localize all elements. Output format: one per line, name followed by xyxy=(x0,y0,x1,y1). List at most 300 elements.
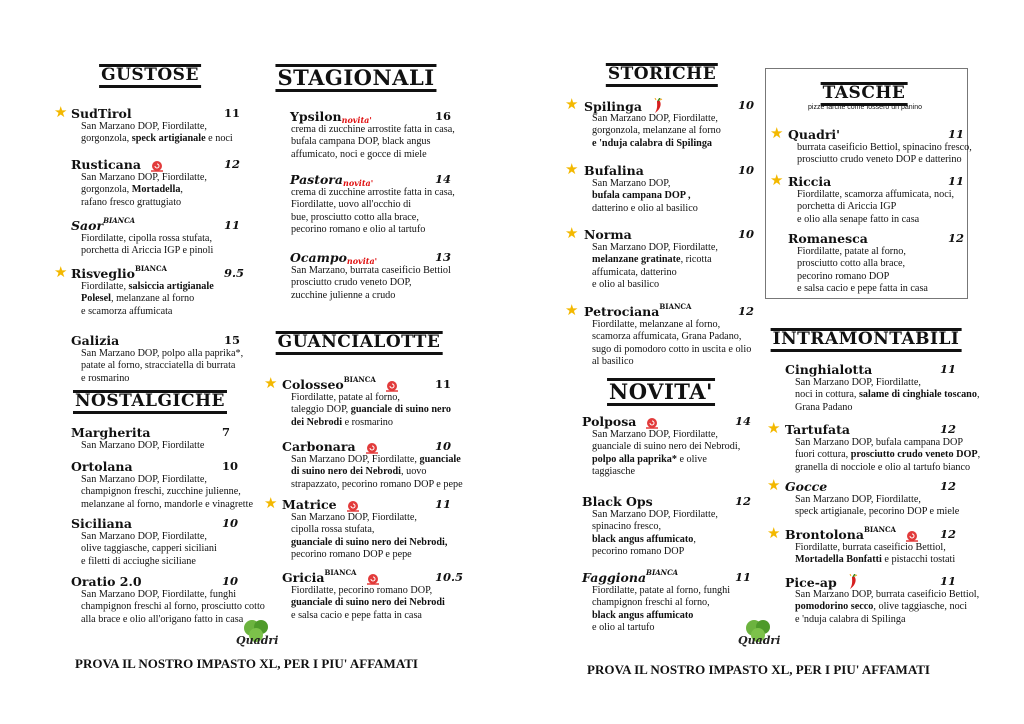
item-price: 14 xyxy=(435,172,452,186)
description-line xyxy=(592,509,718,521)
highlighted-ingredient: guanciale di suino nero dei Nebrodi, xyxy=(291,536,448,548)
item-name xyxy=(584,304,691,319)
description-line xyxy=(592,585,730,597)
item-description xyxy=(291,512,447,561)
description-line xyxy=(797,214,954,226)
item-price: 12 xyxy=(738,304,755,318)
star-icon: ★ xyxy=(770,173,784,189)
star-icon: ★ xyxy=(54,265,68,281)
item-description xyxy=(795,437,980,474)
ingredient-text: , ricotta xyxy=(680,254,712,266)
description-line xyxy=(592,138,721,150)
item-price: 10 xyxy=(222,516,239,530)
description-line xyxy=(795,542,955,554)
description-line xyxy=(291,290,451,302)
ingredient-text: pecorino romano DOP e pepe xyxy=(291,548,412,560)
footer-left: PROVA IL NOSTRO IMPASTO XL, PER I PIU' AFFAMATI xyxy=(75,656,418,671)
description-line xyxy=(795,402,980,414)
ingredient-text: e olio alla senape fatto in casa xyxy=(797,213,920,225)
item-description xyxy=(291,454,463,491)
logo-left xyxy=(234,618,278,650)
ingredient-text: Fiordilatte, pecorino romano DOP, xyxy=(291,585,433,596)
ingredient-text: affumicato, noci e gocce di miele xyxy=(291,148,427,160)
ingredient-text: prosciutto crudo veneto DOP, xyxy=(291,277,412,289)
description-line xyxy=(592,267,718,279)
item-name-text: Romanesca xyxy=(788,231,868,246)
item-price: 11 xyxy=(435,497,452,511)
ingredient-text: porchetta di Ariccia IGP xyxy=(797,201,897,213)
item-description xyxy=(592,242,718,291)
bianca-badge: BIANCA xyxy=(646,568,679,577)
ingredient-text: Grana Padano xyxy=(795,401,853,413)
ingredient-text: San Marzano DOP, Fiordilatte, xyxy=(592,242,718,253)
item-price: 14 xyxy=(735,414,752,428)
ingredient-text: Fiordilatte, melanzane al forno, xyxy=(592,319,721,330)
ingredient-text: e olive xyxy=(676,453,707,465)
item-description xyxy=(291,585,445,622)
ingredient-text: , uovo xyxy=(401,466,427,478)
ingredient-text: gorgonzola, xyxy=(81,133,132,145)
ingredient-text: San Marzano DOP, Fiordilatte, funghi xyxy=(81,589,237,600)
ingredient-text: gorgonzola, xyxy=(81,184,132,196)
section-heading-intramontabili: INTRAMONTABILI xyxy=(771,328,962,352)
item-name xyxy=(290,250,377,265)
description-line xyxy=(592,113,721,125)
item-description xyxy=(81,474,253,511)
bianca-badge: BIANCA xyxy=(324,568,357,577)
item-name xyxy=(788,174,831,189)
ingredient-text: Fiordilatte, uovo all'occhio di xyxy=(291,199,412,211)
section-heading-nostalgiche: NOSTALGICHE xyxy=(73,390,227,414)
item-name-text: Pastora xyxy=(290,172,343,187)
section-heading-tasche: TASCHE xyxy=(821,82,908,106)
footer-right: PROVA IL NOSTRO IMPASTO XL, PER I PIU' AFFAMATI xyxy=(587,662,930,677)
description-line xyxy=(592,441,740,453)
ingredient-text: Fiordilatte, cipolla rossa stufata, xyxy=(81,233,212,244)
item-name-text: Matrice xyxy=(282,497,337,512)
tasche-subtitle: pizze farcite come fossero un panino xyxy=(807,104,923,111)
description-line xyxy=(592,190,698,202)
ingredient-text: bue, prosciutto cotto alla brace, xyxy=(291,211,419,223)
item-price: 11 xyxy=(224,218,241,232)
item-description xyxy=(592,429,740,478)
description-line xyxy=(81,543,217,555)
item-name xyxy=(785,479,827,494)
item-price: 10 xyxy=(222,574,239,588)
description-line xyxy=(592,534,718,546)
item-name-text: Colosseo xyxy=(282,377,344,392)
item-price: 10.5 xyxy=(435,570,464,584)
description-line xyxy=(81,293,214,305)
ingredient-text: alla brace e olio all'origano fatto in casa xyxy=(81,613,244,625)
item-name-text: Oratio 2.0 xyxy=(71,574,142,589)
description-line xyxy=(592,622,730,634)
item-name-text: Siciliana xyxy=(71,516,132,531)
item-name-text: Bufalina xyxy=(584,163,644,178)
description-line xyxy=(291,136,455,148)
description-line xyxy=(795,494,959,506)
item-name-text: Saor xyxy=(71,218,104,233)
ingredient-text: crema di zucchine arrostite fatta in casa, xyxy=(291,124,455,135)
description-line xyxy=(81,245,213,257)
ingredient-text: champignon freschi al forno, prosciutto cotto xyxy=(81,601,265,613)
logo-right xyxy=(736,618,780,650)
item-name-text: Risveglio xyxy=(71,266,135,281)
item-name xyxy=(785,362,872,377)
ingredient-text: Fiordilatte, burrata caseificio Bettiol, xyxy=(795,542,946,553)
description-line xyxy=(592,242,718,254)
description-line xyxy=(81,440,204,452)
item-name-text: Rusticana xyxy=(71,157,141,172)
description-line xyxy=(795,554,955,566)
item-price: 11 xyxy=(948,127,965,141)
highlighted-ingredient: guanciale di suino nero xyxy=(350,404,452,416)
ingredient-text: Fiordilatte, scamorza affumicata, noci, xyxy=(797,189,955,200)
star-icon: ★ xyxy=(767,478,781,494)
description-line xyxy=(795,377,980,389)
description-line xyxy=(797,271,928,283)
item-name-text: Pice-ap xyxy=(785,575,837,590)
ingredient-text: San Marzano DOP, Fiordilatte, xyxy=(81,172,207,183)
star-icon: ★ xyxy=(565,97,579,113)
item-price: 12 xyxy=(940,422,957,436)
item-name xyxy=(290,109,372,124)
ingredient-text: e filetti di acciughe siciliane xyxy=(81,555,196,567)
description-line xyxy=(81,474,253,486)
bianca-badge: BIANCA xyxy=(863,525,896,534)
item-name xyxy=(582,570,678,585)
description-line xyxy=(797,283,928,295)
description-line xyxy=(291,597,445,609)
section-heading-novita: NOVITA' xyxy=(607,378,715,406)
ingredient-text: Fiordilatte, patate al forno, xyxy=(291,392,400,403)
ingredient-text: champignon freschi, zucchine julienne, xyxy=(81,486,241,498)
section-heading-storiche: STORICHE xyxy=(606,63,718,87)
item-price: 10 xyxy=(738,227,755,241)
ingredient-text: crema di zucchine arrostite fatta in casa, xyxy=(291,187,455,198)
item-price: 16 xyxy=(435,109,452,123)
description-line xyxy=(291,265,451,277)
ingredient-text: San Marzano DOP, xyxy=(592,178,671,189)
item-name-text: Riccia xyxy=(788,174,832,189)
ingredient-text: San Marzano DOP, Fiordilatte, xyxy=(592,509,718,520)
item-price: 7 xyxy=(222,425,231,439)
description-line xyxy=(291,224,455,236)
item-name-text: Petrociana xyxy=(584,304,660,319)
ingredient-text: cipolla rossa stufata, xyxy=(291,524,375,536)
item-description xyxy=(592,113,721,150)
ingredient-text: porchetta di Ariccia IGP e pinoli xyxy=(81,245,214,257)
ingredient-text: , melanzane al forno xyxy=(111,293,195,305)
ingredient-text: pecorino romano e olio al tartufo xyxy=(291,223,426,235)
description-line xyxy=(81,197,207,209)
description-line xyxy=(291,549,447,561)
ingredient-text: , xyxy=(977,449,981,461)
description-line xyxy=(291,537,447,549)
bianca-badge: BIANCA xyxy=(659,302,692,311)
ingredient-text: datterino e olio al basilico xyxy=(592,202,698,214)
item-name xyxy=(584,163,644,178)
highlighted-ingredient: prosciutto crudo veneto DOP xyxy=(850,449,978,461)
description-line xyxy=(81,373,243,385)
item-name xyxy=(71,425,151,440)
item-name xyxy=(785,422,850,437)
item-description xyxy=(795,589,979,626)
item-description xyxy=(81,440,204,452)
description-line xyxy=(81,233,213,245)
ingredient-text: e 'nduja calabra di Spilinga xyxy=(795,613,906,625)
description-line xyxy=(797,189,954,201)
ingredient-text: San Marzano DOP, Fiordilatte, xyxy=(81,121,207,132)
item-name xyxy=(71,574,142,589)
star-icon: ★ xyxy=(54,105,68,121)
ingredient-text: San Marzano DOP, Fiordilatte, xyxy=(592,113,718,124)
description-line xyxy=(291,149,455,161)
section-heading-stagionali: STAGIONALI xyxy=(275,64,436,92)
ingredient-text: e salsa cacio e pepe fatta in casa xyxy=(291,609,422,621)
item-price: 11 xyxy=(735,570,752,584)
star-icon: ★ xyxy=(770,126,784,142)
description-line xyxy=(81,306,214,318)
description-line xyxy=(291,585,445,597)
ingredient-text: granella di nocciole e olio al tartufo bianco xyxy=(795,461,971,473)
description-line xyxy=(592,254,718,266)
description-line xyxy=(795,449,980,461)
description-line xyxy=(592,597,730,609)
description-line xyxy=(81,601,265,613)
description-line xyxy=(797,201,954,213)
description-line xyxy=(797,258,928,270)
ingredient-text: pecorino romano DOP xyxy=(592,545,685,557)
item-description xyxy=(291,124,455,161)
item-description xyxy=(81,281,214,318)
item-price: 12 xyxy=(948,231,965,245)
ingredient-text: e salsa cacio e pepe fatta in casa xyxy=(797,282,928,294)
ingredient-text: prosciutto cotto alla brace, xyxy=(797,258,906,270)
ingredient-text: San Marzano DOP, Fiordilatte, xyxy=(81,474,207,485)
ingredient-text: al basilico xyxy=(592,355,634,367)
ingredient-text: e olio al tartufo xyxy=(592,621,655,633)
item-description xyxy=(797,189,954,226)
item-price: 11 xyxy=(940,362,957,376)
ingredient-text: San Marzano, burrata caseificio Bettiol xyxy=(291,265,451,276)
ingredient-text: San Marzano DOP, Fiordilatte, xyxy=(592,429,718,440)
ingredient-text: patate al forno, stracciatella di burrata xyxy=(81,360,236,372)
item-name xyxy=(71,266,167,281)
item-price: 12 xyxy=(940,479,957,493)
highlighted-ingredient: melanzane gratinate xyxy=(592,254,681,266)
description-line xyxy=(291,212,455,224)
ingredient-text: e olio al basilico xyxy=(592,278,660,290)
item-description xyxy=(291,187,455,236)
item-price: 10 xyxy=(738,163,755,177)
ingredient-text: San Marzano DOP, Fiordilatte, xyxy=(795,494,921,505)
description-line xyxy=(291,199,455,211)
description-line xyxy=(592,319,751,331)
ingredient-text: San Marzano DOP, polpo alla paprika*, xyxy=(81,348,244,359)
ingredient-text: Fiordilatte, patate al forno, funghi xyxy=(592,585,731,596)
item-name xyxy=(71,106,132,121)
item-description xyxy=(592,509,718,558)
description-line xyxy=(592,203,698,215)
new-badge: novita' xyxy=(343,178,374,188)
description-line xyxy=(291,124,455,136)
highlighted-ingredient: e 'nduja calabra di Spilinga xyxy=(592,137,713,149)
item-price: 12 xyxy=(735,494,752,508)
star-icon: ★ xyxy=(264,376,278,392)
ingredient-text: champignon freschi al forno, xyxy=(592,597,710,609)
description-line xyxy=(592,610,730,622)
description-line xyxy=(291,466,463,478)
section-heading-gustose: GUSTOSE xyxy=(99,64,201,88)
bianca-badge: BIANCA xyxy=(134,264,167,273)
description-line xyxy=(795,506,959,518)
description-line xyxy=(592,521,718,533)
item-description xyxy=(81,531,217,568)
item-name-text: Black Ops xyxy=(582,494,653,509)
item-description xyxy=(797,142,972,167)
ingredient-text: sugo di pomodoro cotto in uscita e olio xyxy=(592,343,752,355)
item-name-text: Tartufata xyxy=(785,422,851,437)
highlighted-ingredient: Mortadella xyxy=(131,184,181,196)
ingredient-text: affumicata, datterino xyxy=(592,266,677,278)
description-line xyxy=(592,454,740,466)
star-icon: ★ xyxy=(264,496,278,512)
ingredient-text: , xyxy=(693,533,696,545)
ingredient-text: burrata caseificio Bettiol, spinacino fresco, xyxy=(797,142,972,153)
ingredient-text: e noci xyxy=(205,133,233,145)
description-line xyxy=(592,344,751,356)
description-line xyxy=(795,462,980,474)
ingredient-text: spinacino fresco, xyxy=(592,521,662,533)
description-line xyxy=(795,601,979,613)
new-badge: novita' xyxy=(341,115,372,125)
item-description xyxy=(795,377,980,414)
description-line xyxy=(81,486,253,498)
ingredient-text: olive taggiasche, capperi siciliani xyxy=(81,543,217,555)
description-line xyxy=(291,417,451,429)
item-description xyxy=(592,319,751,368)
highlighted-ingredient: pomodorino secco xyxy=(795,601,874,613)
description-line xyxy=(81,499,253,511)
ingredient-text: taggiasche xyxy=(592,465,635,477)
highlighted-ingredient: Polesel xyxy=(81,293,111,305)
description-line xyxy=(81,589,265,601)
item-description xyxy=(81,233,213,258)
description-line xyxy=(81,360,243,372)
description-line xyxy=(592,429,740,441)
ingredient-text: guanciale di suino nero dei Nebrodi, xyxy=(592,441,741,453)
description-line xyxy=(291,524,447,536)
item-name xyxy=(788,127,840,142)
highlighted-ingredient: guanciale xyxy=(419,454,461,465)
item-price: 11 xyxy=(940,574,957,588)
ingredient-text: zucchine julienne a crudo xyxy=(291,289,396,301)
description-line xyxy=(291,512,447,524)
description-line xyxy=(795,437,980,449)
description-line xyxy=(797,142,972,154)
item-name-text: Carbonara xyxy=(282,439,356,454)
item-name-text: Ypsilon xyxy=(290,109,342,124)
ingredient-text: speck artigianale, pecorino DOP e miele xyxy=(795,506,960,518)
ingredient-text: San Marzano DOP, Fiordilatte, xyxy=(81,531,207,542)
ingredient-text: San Marzano DOP, bufala campana DOP xyxy=(795,437,964,448)
description-line xyxy=(291,610,445,622)
ingredient-text: strapazzato, pecorino romano DOP e pepe xyxy=(291,478,463,490)
highlighted-ingredient: salsiccia artigianale xyxy=(128,281,214,292)
description-line xyxy=(592,466,740,478)
ingredient-text: , xyxy=(976,389,980,401)
item-description xyxy=(81,348,243,385)
ingredient-text: San Marzano DOP, Fiordilatte, xyxy=(291,454,420,465)
bianca-badge: BIANCA xyxy=(103,216,136,225)
ingredient-text: bufala campana DOP, black angus xyxy=(291,136,431,148)
item-description xyxy=(795,542,955,567)
item-description xyxy=(592,178,698,215)
ingredient-text: noci in cottura, xyxy=(795,389,859,401)
description-line xyxy=(291,404,451,416)
item-description xyxy=(81,172,207,209)
item-description xyxy=(291,265,451,302)
item-name xyxy=(71,459,133,474)
ingredient-text: prosciutto crudo veneto DOP e datterino xyxy=(797,154,962,166)
ingredient-text: , olive taggiasche, noci xyxy=(873,601,968,613)
description-line xyxy=(81,348,243,360)
item-name-text: Norma xyxy=(584,227,632,242)
description-line xyxy=(291,454,463,466)
item-name xyxy=(71,333,119,348)
item-name-text: Ortolana xyxy=(71,459,133,474)
description-line xyxy=(592,125,721,137)
item-name-text: Ocampo xyxy=(290,250,347,265)
description-line xyxy=(592,546,718,558)
ingredient-text: pecorino romano DOP xyxy=(797,270,890,282)
svg-text:Quadri: Quadri xyxy=(738,634,780,647)
item-name-text: Brontolona xyxy=(785,527,864,542)
ingredient-text: , xyxy=(180,184,183,196)
ingredient-text: Fiordilatte, xyxy=(81,281,129,292)
item-name xyxy=(584,227,632,242)
item-price: 11 xyxy=(224,106,241,120)
item-description xyxy=(797,246,928,295)
description-line xyxy=(291,392,451,404)
new-badge: novita' xyxy=(346,256,378,266)
item-name-text: Cinghialotta xyxy=(785,362,873,377)
star-icon: ★ xyxy=(565,226,579,242)
ingredient-text: gorgonzola, melanzane al forno xyxy=(592,125,721,137)
item-name xyxy=(71,218,135,233)
ingredient-text: scamorza affumicata, Grana Padano, xyxy=(592,331,742,343)
description-line xyxy=(81,133,233,145)
highlighted-ingredient: black angus affumicato xyxy=(592,533,694,545)
item-name xyxy=(788,231,868,246)
highlighted-ingredient: Mortadella Bonfatti xyxy=(795,554,882,566)
description-line xyxy=(592,356,751,368)
ingredient-text: Fiordilatte, patate al forno, xyxy=(797,246,906,257)
highlighted-ingredient: polpo alla paprika* xyxy=(592,453,677,465)
item-description xyxy=(291,392,451,429)
svg-text:Quadri: Quadri xyxy=(236,634,278,647)
ingredient-text: rafano fresco grattugiato xyxy=(81,196,182,208)
description-line xyxy=(592,178,698,190)
ingredient-text: San Marzano DOP, Fiordilatte, xyxy=(291,512,417,523)
item-price: 13 xyxy=(435,250,452,264)
ingredient-text: melanzane al forno, mandorle e vinagrette xyxy=(81,498,253,510)
highlighted-ingredient: di suino nero dei Nebrodi xyxy=(291,466,402,478)
ingredient-text: taleggio DOP, xyxy=(291,404,351,416)
ingredient-text: San Marzano DOP, Fiordilatte, xyxy=(795,377,921,388)
description-line xyxy=(291,277,451,289)
